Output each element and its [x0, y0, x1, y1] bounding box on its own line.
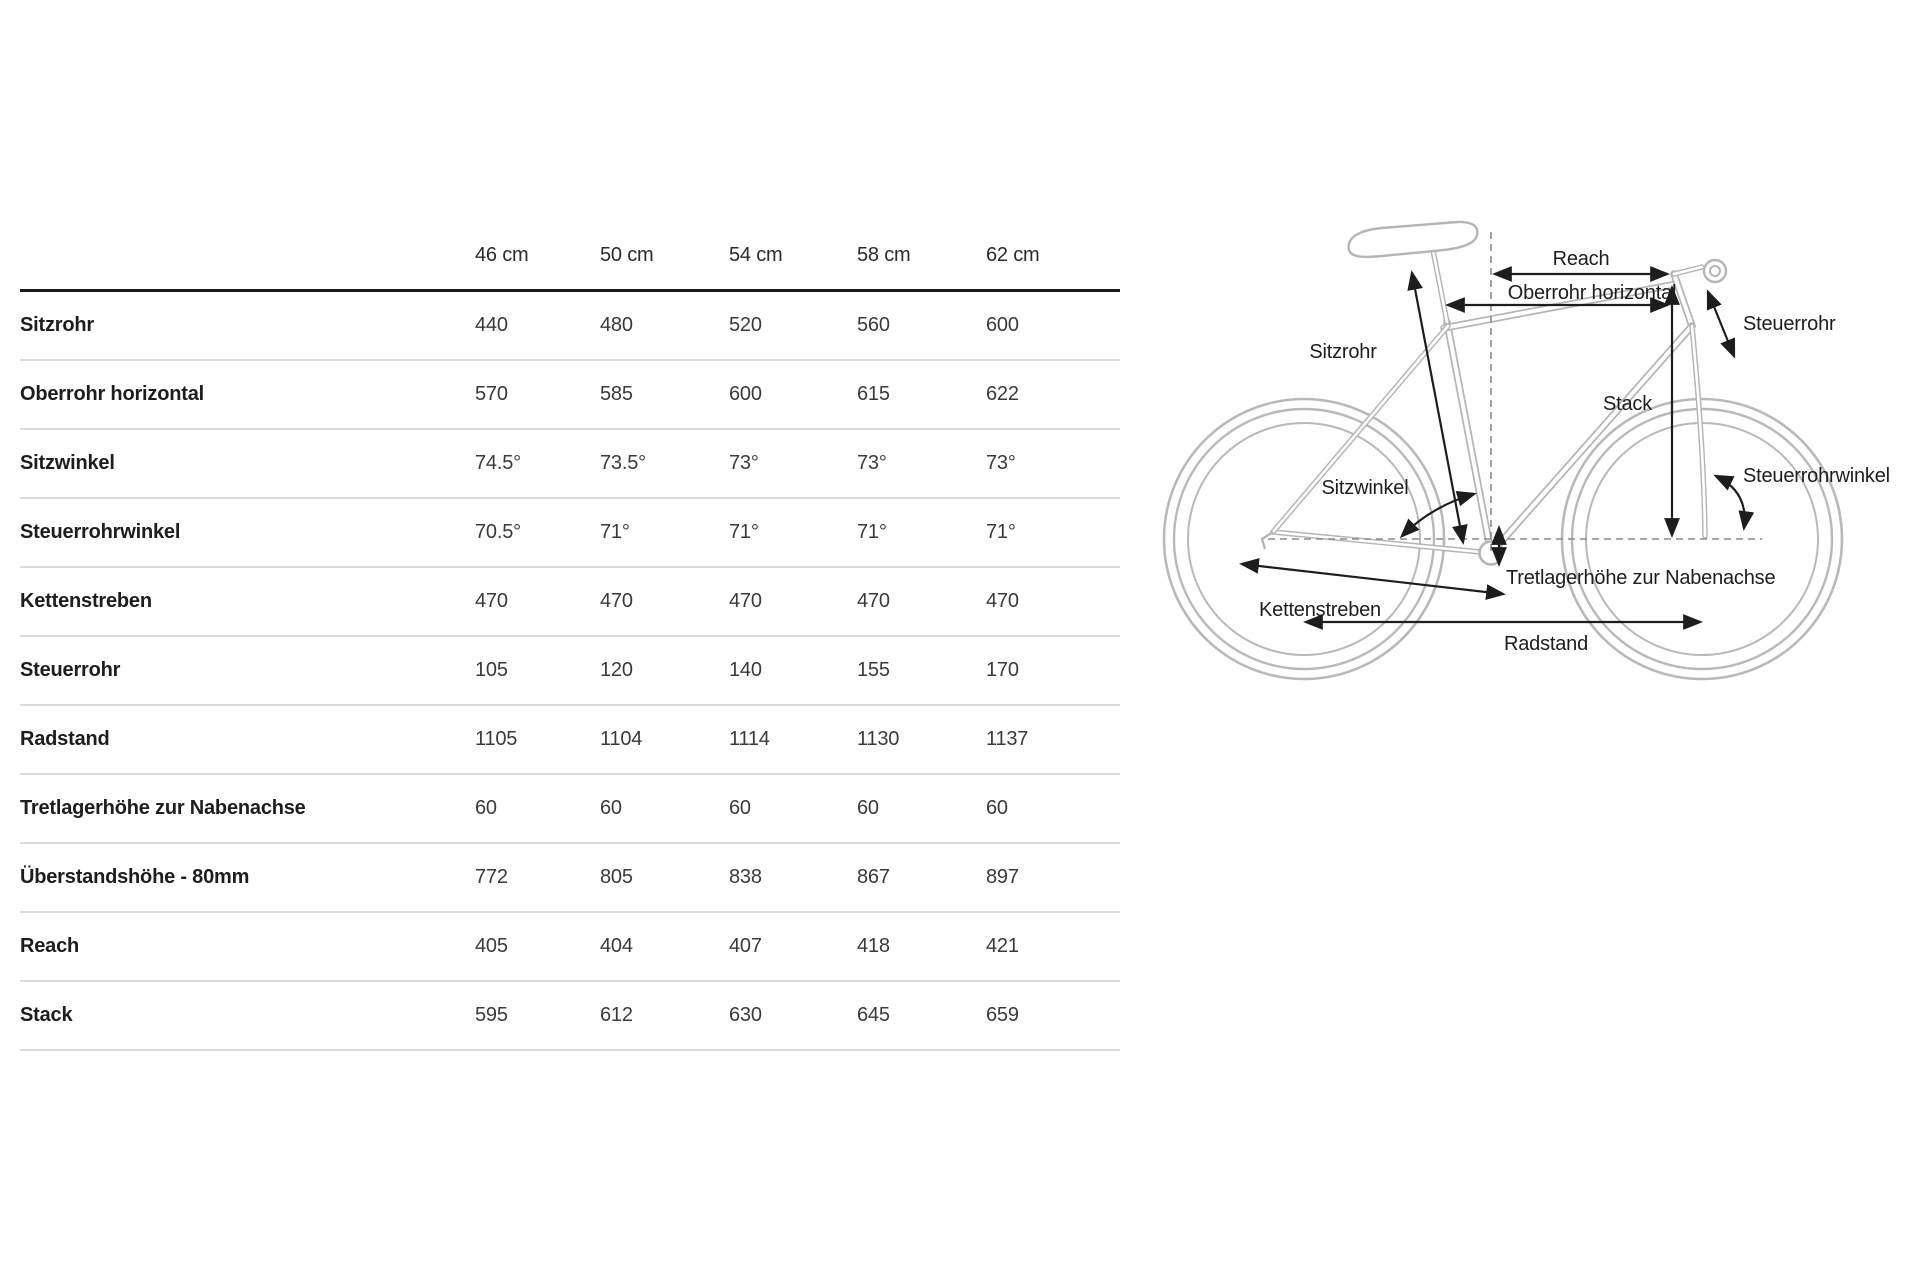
geometry-value: 407	[729, 912, 857, 981]
geometry-value: 1130	[857, 705, 986, 774]
geometry-value: 585	[600, 360, 729, 429]
geometry-value: 1105	[475, 705, 600, 774]
table-row	[20, 981, 1120, 1050]
kettenstreben-arrow	[1242, 564, 1503, 594]
geometry-value: 615	[857, 360, 986, 429]
diagram-label-kettenstreben: Kettenstreben	[1259, 599, 1381, 621]
size-column-header: 50 cm	[600, 230, 729, 291]
row-label: Oberrohr horizontal	[20, 360, 475, 429]
bike-geometry-diagram	[950, 170, 1920, 690]
geometry-value: 60	[600, 774, 729, 843]
diagram-label-oberrohr: Oberrohr horizontal	[1507, 282, 1677, 304]
steuerrohr-arrow	[1708, 292, 1734, 356]
geometry-value: 560	[857, 291, 986, 361]
geometry-value: 60	[986, 774, 1120, 843]
diagram-label-steuerrohrwinkel: Steuerrohrwinkel	[1743, 465, 1890, 487]
geometry-value: 595	[475, 981, 600, 1050]
row-label: Kettenstreben	[20, 567, 475, 636]
geometry-value: 470	[986, 567, 1120, 636]
geometry-value: 470	[857, 567, 986, 636]
empty-header-cell	[20, 230, 475, 291]
size-column-header: 58 cm	[857, 230, 986, 291]
geometry-value: 440	[475, 291, 600, 361]
sitzrohr-arrow	[1412, 273, 1463, 542]
geometry-value: 60	[857, 774, 986, 843]
geometry-value: 170	[986, 636, 1120, 705]
geometry-value: 155	[857, 636, 986, 705]
row-label: Steuerrohrwinkel	[20, 498, 475, 567]
table-row	[20, 912, 1120, 981]
geometry-value: 73°	[986, 429, 1120, 498]
diagram-label-stack: Stack	[1602, 393, 1652, 415]
size-column-header: 54 cm	[729, 230, 857, 291]
geometry-value: 659	[986, 981, 1120, 1050]
diagram-label-sitzwinkel: Sitzwinkel	[1321, 477, 1409, 499]
geometry-value: 418	[857, 912, 986, 981]
geometry-value: 838	[729, 843, 857, 912]
size-column-header: 62 cm	[986, 230, 1120, 291]
geometry-value: 470	[729, 567, 857, 636]
table-row	[20, 705, 1120, 774]
geometry-value: 480	[600, 291, 729, 361]
row-label: Überstandshöhe - 80mm	[20, 843, 475, 912]
row-label: Sitzwinkel	[20, 429, 475, 498]
geometry-value: 520	[729, 291, 857, 361]
geometry-value: 405	[475, 912, 600, 981]
row-label: Steuerrohr	[20, 636, 475, 705]
geometry-value: 600	[986, 291, 1120, 361]
table-row	[20, 774, 1120, 843]
row-label: Sitzrohr	[20, 291, 475, 361]
row-label: Reach	[20, 912, 475, 981]
geometry-value: 71°	[600, 498, 729, 567]
geometry-value: 570	[475, 360, 600, 429]
diagram-label-sitzrohr: Sitzrohr	[1309, 341, 1377, 363]
geometry-value: 404	[600, 912, 729, 981]
row-label: Radstand	[20, 705, 475, 774]
diagram-label-steuerrohr: Steuerrohr	[1743, 313, 1836, 335]
geometry-value: 867	[857, 843, 986, 912]
geometry-value: 71°	[729, 498, 857, 567]
geometry-value: 1114	[729, 705, 857, 774]
bike-geometry-diagram-container	[950, 170, 1920, 690]
row-label: Stack	[20, 981, 475, 1050]
geometry-value: 74.5°	[475, 429, 600, 498]
geometry-value: 60	[729, 774, 857, 843]
size-column-header: 46 cm	[475, 230, 600, 291]
geometry-value: 140	[729, 636, 857, 705]
geometry-value: 1137	[986, 705, 1120, 774]
diagram-label-tretlagerhoehe: Tretlagerhöhe zur Nabenachse	[1506, 567, 1776, 589]
saddle-icon	[1349, 222, 1478, 257]
geometry-value: 645	[857, 981, 986, 1050]
table-row	[20, 843, 1120, 912]
diagram-label-radstand: Radstand	[1503, 633, 1589, 655]
geometry-value: 470	[475, 567, 600, 636]
steuerrohrwinkel-angle-arrow	[1716, 476, 1745, 528]
geometry-value: 120	[600, 636, 729, 705]
geometry-value: 772	[475, 843, 600, 912]
geometry-value: 612	[600, 981, 729, 1050]
geometry-value: 73°	[729, 429, 857, 498]
geometry-value: 421	[986, 912, 1120, 981]
geometry-value: 600	[729, 360, 857, 429]
geometry-value: 1104	[600, 705, 729, 774]
geometry-value: 470	[600, 567, 729, 636]
diagram-label-reach: Reach	[1552, 248, 1610, 270]
geometry-value: 73°	[857, 429, 986, 498]
geometry-value: 60	[475, 774, 600, 843]
geometry-value: 71°	[986, 498, 1120, 567]
geometry-value: 105	[475, 636, 600, 705]
geometry-value: 897	[986, 843, 1120, 912]
geometry-value: 70.5°	[475, 498, 600, 567]
geometry-value: 622	[986, 360, 1120, 429]
geometry-value: 805	[600, 843, 729, 912]
geometry-value: 630	[729, 981, 857, 1050]
geometry-value: 73.5°	[600, 429, 729, 498]
row-label: Tretlagerhöhe zur Nabenachse	[20, 774, 475, 843]
geometry-value: 71°	[857, 498, 986, 567]
